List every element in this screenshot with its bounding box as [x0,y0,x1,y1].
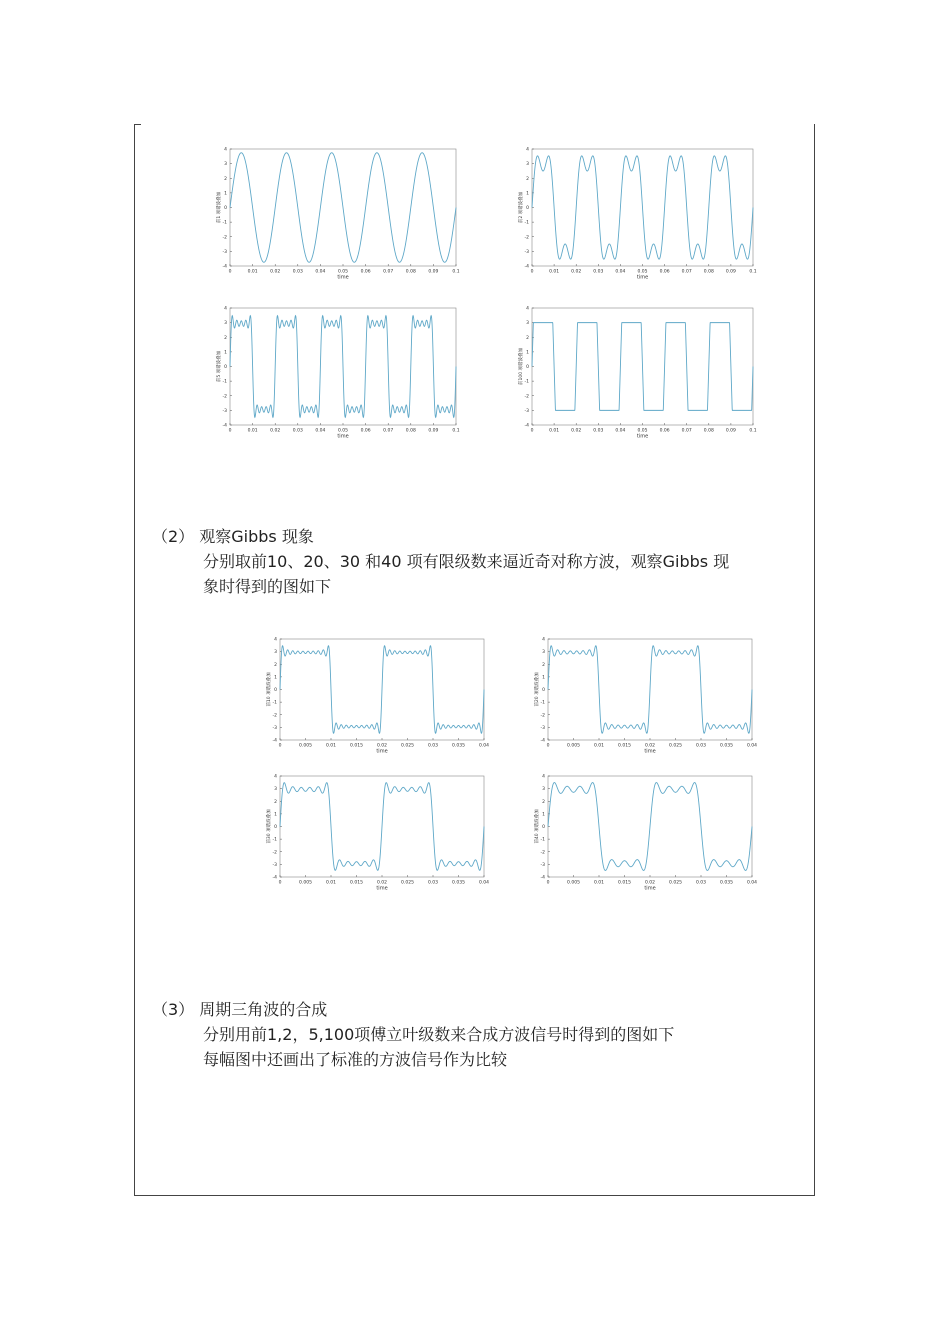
y-tick-label: -3 [540,862,545,868]
series-line [230,153,456,263]
y-tick-label: 1 [274,812,277,818]
y-tick-label: 3 [542,787,545,793]
plot-gibbs-40 [530,773,758,893]
frame-right-border [814,124,815,1196]
y-tick-label: -1 [540,700,545,706]
x-tick-label: 0.04 [478,743,490,749]
x-tick-label: 0.06 [360,428,371,434]
x-axis-label: time [644,885,656,892]
x-tick-label: 0.09 [428,428,439,434]
x-tick-label: 0.015 [618,743,631,749]
x-tick-label: 0 [278,743,282,749]
x-tick-label: 0.01 [593,880,605,886]
x-tick-label: 0 [228,428,232,434]
y-axis-label: 前40 项谐波叠加 [535,809,540,844]
chart-svg-harmonics-2 [514,146,759,282]
x-tick-label: 0.03 [427,880,439,886]
frame-corner-tick [134,124,141,125]
y-tick-label: 1 [542,812,545,818]
chart-svg-gibbs-40 [530,773,758,893]
x-tick-label: 0.025 [401,743,414,749]
y-tick-label: 3 [526,321,529,327]
x-tick-label: 0.07 [681,428,692,434]
x-tick-label: 0.1 [452,269,460,275]
y-tick-label: 0 [274,825,277,831]
y-tick-label: -4 [222,264,227,270]
y-tick-label: -1 [540,837,545,843]
x-tick-label: 0.015 [350,880,363,886]
section2-heading: （2） 观察Gibbs 现象 [152,527,314,546]
series-line [532,156,753,259]
y-tick-label: 0 [274,688,277,694]
y-tick-label: -3 [222,249,227,255]
frame-bottom-border [134,1195,815,1196]
chart-svg-gibbs-10 [262,636,490,756]
x-tick-label: 0.04 [315,269,326,275]
y-tick-label: 4 [542,774,545,780]
x-tick-label: 0.01 [325,743,337,749]
y-tick-label: 3 [274,787,277,793]
y-tick-label: 0 [542,688,545,694]
x-tick-label: 0.08 [703,269,714,275]
y-tick-label: 0 [526,365,529,371]
plot-gibbs-10 [262,636,490,756]
section3-heading: （3） 周期三角波的合成 [152,1000,328,1019]
plot-harmonics-5 [212,305,462,441]
y-axis-label: 前30 项谐波叠加 [267,809,272,844]
x-tick-label: 0.04 [615,269,626,275]
x-tick-label: 0.035 [720,743,733,749]
y-tick-label: 4 [274,637,277,643]
x-tick-label: 0.005 [567,743,580,749]
y-tick-label: -2 [272,713,277,719]
x-tick-label: 0.06 [659,269,670,275]
series-line [548,783,752,871]
x-axis-label: time [376,748,388,755]
x-tick-label: 0.025 [669,743,682,749]
x-axis-label: time [636,274,649,281]
frame-left-border [134,124,135,1196]
x-tick-label: 0.05 [637,269,648,275]
chart-svg-gibbs-20 [530,636,758,756]
y-tick-label: 3 [542,650,545,656]
y-tick-label: 3 [526,162,529,168]
x-axis-label: time [376,885,388,892]
series-line [532,323,753,411]
y-tick-label: 4 [224,147,227,153]
x-tick-label: 0.01 [549,428,560,434]
y-tick-label: 4 [224,306,227,312]
x-tick-label: 0.05 [337,269,349,275]
chart-svg-harmonics-100 [514,305,759,441]
x-axis-label: time [337,433,349,440]
y-tick-label: 1 [526,350,529,356]
x-tick-label: 0.01 [247,428,258,434]
y-tick-label: -1 [524,220,529,226]
x-tick-label: 0.08 [405,269,416,275]
y-tick-label: 3 [224,162,227,168]
y-tick-label: -1 [222,379,227,385]
x-tick-label: 0.06 [360,269,371,275]
y-tick-label: -4 [272,738,277,744]
y-tick-label: 0 [526,206,529,212]
y-tick-label: 2 [542,799,545,805]
plot-gibbs-30 [262,773,490,893]
x-tick-label: 0.005 [299,743,312,749]
y-tick-label: -3 [540,725,545,731]
y-axis-label: 前2 项谐波叠加 [519,191,524,224]
x-tick-label: 0.01 [247,269,258,275]
section2-line1: 分别取前10、20、30 和40 项有限级数来逼近奇对称方波，观察Gibbs 现 [203,552,730,571]
x-tick-label: 0.08 [405,428,416,434]
y-tick-label: -4 [272,875,277,881]
y-tick-label: -2 [524,235,529,241]
y-tick-label: 1 [542,675,545,681]
x-tick-label: 0.015 [618,880,631,886]
plot-harmonics-1 [212,146,462,282]
y-tick-label: 4 [274,774,277,780]
plot-gibbs-20 [530,636,758,756]
series-line [280,646,484,734]
x-tick-label: 0.01 [325,880,337,886]
x-tick-label: 0.03 [292,269,303,275]
x-tick-label: 0 [228,269,232,275]
x-tick-label: 0 [278,880,282,886]
x-tick-label: 0.02 [376,880,388,886]
series-line [548,646,752,734]
x-tick-label: 0.035 [720,880,733,886]
x-tick-label: 0 [530,269,534,275]
y-tick-label: -2 [272,850,277,856]
y-tick-label: -2 [540,850,545,856]
chart-svg-gibbs-30 [262,773,490,893]
y-tick-label: 1 [526,191,529,197]
x-tick-label: 0.01 [549,269,560,275]
x-tick-label: 0.07 [681,269,692,275]
y-axis-label: 前5 项谐波叠加 [217,350,222,383]
x-tick-label: 0.04 [478,880,490,886]
x-tick-label: 0.035 [452,743,465,749]
y-tick-label: -3 [524,408,529,414]
y-tick-label: 0 [542,825,545,831]
y-tick-label: 2 [224,335,227,341]
y-tick-label: -3 [272,725,277,731]
y-tick-label: 1 [224,350,227,356]
y-tick-label: -4 [524,423,529,429]
x-tick-label: 0.04 [615,428,626,434]
y-tick-label: -1 [272,837,277,843]
x-tick-label: 0.07 [383,428,394,434]
x-tick-label: 0.01 [593,743,605,749]
x-tick-label: 0.03 [292,428,303,434]
y-tick-label: -2 [524,394,529,400]
x-tick-label: 0.08 [703,428,714,434]
y-tick-label: 2 [542,662,545,668]
x-tick-label: 0.02 [644,880,656,886]
x-tick-label: 0.05 [337,428,349,434]
series-line [280,783,484,871]
x-tick-label: 0.05 [637,428,648,434]
x-tick-label: 0.02 [376,743,388,749]
x-tick-label: 0.1 [749,428,757,434]
y-axis-label: 前20 项谐波叠加 [535,672,540,707]
x-tick-label: 0.09 [725,428,736,434]
y-tick-label: 4 [542,637,545,643]
x-axis-label: time [337,274,349,281]
y-tick-label: -2 [222,394,227,400]
y-tick-label: 3 [224,321,227,327]
x-tick-label: 0.02 [571,269,582,275]
y-tick-label: 2 [224,176,227,182]
chart-svg-harmonics-1 [212,146,462,282]
x-tick-label: 0.02 [571,428,582,434]
x-tick-label: 0.09 [428,269,439,275]
x-tick-label: 0.03 [427,743,439,749]
x-tick-label: 0.03 [695,880,707,886]
y-tick-label: 3 [274,650,277,656]
x-tick-label: 0.015 [350,743,363,749]
y-tick-label: -3 [524,249,529,255]
y-tick-label: 4 [526,306,529,312]
y-tick-label: -1 [524,379,529,385]
x-tick-label: 0.005 [567,880,580,886]
x-tick-label: 0.02 [644,743,656,749]
y-tick-label: 4 [526,147,529,153]
y-tick-label: 0 [224,206,227,212]
x-tick-label: 0.02 [270,269,281,275]
y-axis-label: 前10 项谐波叠加 [267,672,272,707]
x-tick-label: 0.005 [299,880,312,886]
plot-harmonics-2 [514,146,759,282]
y-tick-label: -1 [272,700,277,706]
x-tick-label: 0.025 [669,880,682,886]
x-tick-label: 0.03 [593,428,604,434]
section3-line1: 分别用前1,2，5,100项傅立叶级数来合成方波信号时得到的图如下 [203,1025,675,1044]
y-tick-label: -2 [540,713,545,719]
y-tick-label: -4 [222,423,227,429]
x-tick-label: 0.025 [401,880,414,886]
x-tick-label: 0.04 [315,428,326,434]
x-tick-label: 0.03 [593,269,604,275]
x-tick-label: 0.09 [725,269,736,275]
x-tick-label: 0 [530,428,534,434]
x-tick-label: 0.035 [452,880,465,886]
x-tick-label: 0.04 [746,880,758,886]
x-tick-label: 0.1 [749,269,757,275]
plot-harmonics-100 [514,305,759,441]
y-tick-label: 1 [224,191,227,197]
x-axis-label: time [644,748,656,755]
x-tick-label: 0.06 [659,428,670,434]
y-tick-label: -1 [222,220,227,226]
x-axis-label: time [636,433,649,440]
y-tick-label: 2 [274,799,277,805]
y-tick-label: -2 [222,235,227,241]
chart-svg-harmonics-5 [212,305,462,441]
x-tick-label: 0 [546,880,550,886]
y-axis-label: 前100 项谐波叠加 [519,347,524,386]
y-tick-label: -4 [540,738,545,744]
x-tick-label: 0.02 [270,428,281,434]
y-tick-label: -3 [272,862,277,868]
y-tick-label: -4 [540,875,545,881]
y-tick-label: 2 [274,662,277,668]
y-tick-label: 1 [274,675,277,681]
y-tick-label: -4 [524,264,529,270]
y-tick-label: 0 [224,365,227,371]
x-tick-label: 0.03 [695,743,707,749]
y-tick-label: 2 [526,335,529,341]
y-axis-label: 前1 项谐波叠加 [217,191,222,224]
x-tick-label: 0 [546,743,550,749]
x-tick-label: 0.04 [746,743,758,749]
section2-line2: 象时得到的图如下 [203,577,332,596]
y-tick-label: -3 [222,408,227,414]
series-line [230,316,456,418]
y-tick-label: 2 [526,176,529,182]
x-tick-label: 0.1 [452,428,460,434]
x-tick-label: 0.07 [383,269,394,275]
section3-line2: 每幅图中还画出了标准的方波信号作为比较 [203,1050,508,1069]
